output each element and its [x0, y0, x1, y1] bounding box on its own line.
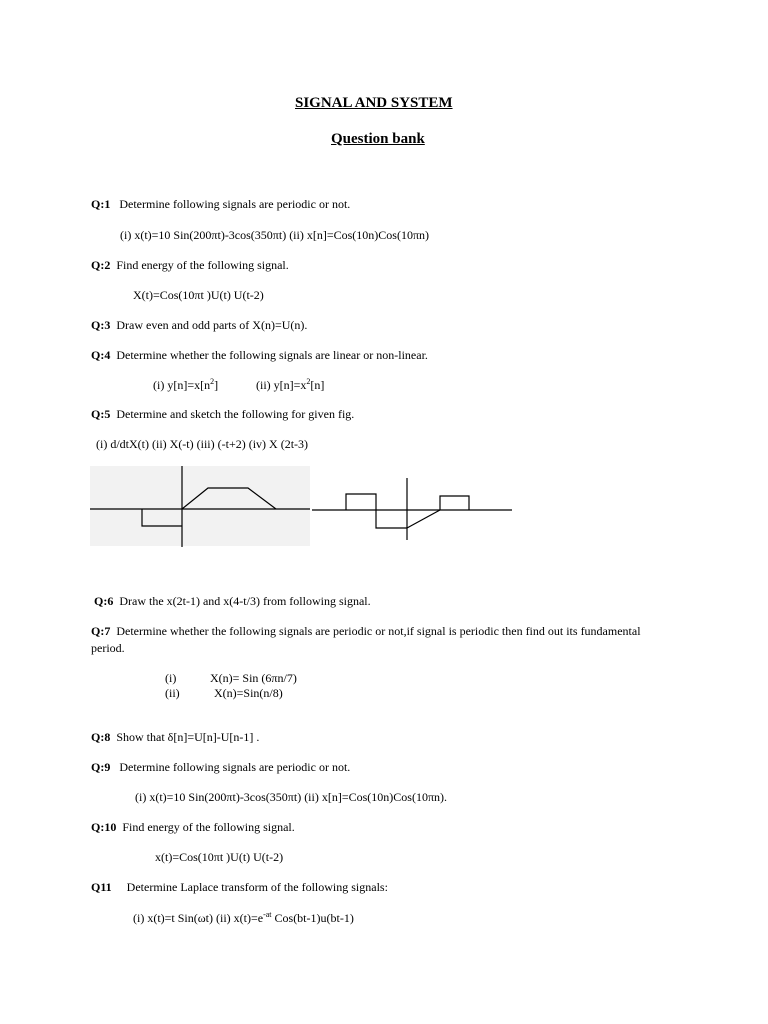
question-6 — [94, 594, 371, 609]
figure-2-left-pulse — [346, 494, 376, 510]
question-label: Q:3 — [91, 318, 111, 332]
question-11 — [91, 880, 388, 895]
figure-2-right-pulse — [440, 496, 469, 510]
question-2-expression: X(t)=Cos(10πt )U(t) U(t-2) — [133, 288, 264, 302]
parts-text: (i) x(t)=t Sin(ωt) (ii) x(t)=e — [133, 911, 264, 925]
question-label: Q:7 — [91, 624, 111, 638]
question-7-part-i-number: (i) — [165, 671, 177, 685]
question-1-parts: (i) x(t)=10 Sin(200πt)-3cos(350πt) (ii) x[n]=Cos(10n)Cos(10πn) — [120, 228, 429, 242]
question-label: Q:9 — [91, 760, 111, 774]
question-text: Draw even and odd parts of X(n)=U(n). — [116, 318, 308, 332]
figure-1-background — [90, 466, 310, 546]
question-label: Q:8 — [91, 730, 111, 744]
part-ii-text-end: [n] — [310, 378, 325, 392]
question-label: Q:4 — [91, 348, 111, 362]
page-title: SIGNAL AND SYSTEM — [295, 95, 453, 111]
question-text: Find energy of the following signal. — [122, 820, 295, 834]
part-i-text: (i) y[n]=x[n — [153, 378, 211, 392]
question-text: Determine Laplace transform of the following signals: — [126, 880, 388, 894]
question-text: Determine whether the following signals are linear or non-linear. — [116, 348, 428, 362]
question-text: Show that δ[n]=U[n]-U[n-1] . — [116, 730, 260, 744]
question-7-part-i: X(n)= Sin (6πn/7) — [210, 671, 297, 685]
figure-2-ramp — [407, 510, 440, 528]
question-9-parts: (i) x(t)=10 Sin(200πt)-3cos(350πt) (ii) x[n]=Cos(10n)Cos(10πn). — [135, 790, 447, 804]
parts-text-end: Cos(bt-1)u(bt-1) — [271, 911, 354, 925]
question-7 — [91, 624, 641, 639]
question-label: Q:1 — [91, 197, 111, 211]
question-7-part-ii: X(n)=Sin(n/8) — [214, 686, 283, 700]
part-i-exponent: 2 — [210, 377, 215, 386]
question-text: Find energy of the following signal. — [116, 258, 289, 272]
question-text: Determine following signals are periodic or not. — [119, 760, 351, 774]
question-label: Q:10 — [91, 820, 117, 834]
question-9 — [91, 760, 350, 775]
question-10-expression: x(t)=Cos(10πt )U(t) U(t-2) — [155, 850, 284, 864]
question-text: Determine and sketch the following for given fig. — [116, 407, 355, 421]
question-8 — [91, 730, 259, 745]
question-7-part-ii-number: (ii) — [165, 686, 180, 700]
question-label: Q:5 — [91, 407, 111, 421]
page-subtitle: Question bank — [331, 131, 425, 147]
question-7-continued: period. — [91, 641, 125, 655]
question-text: Determine following signals are periodic or not. — [119, 197, 351, 211]
question-text: Draw the x(2t-1) and x(4-t/3) from following signal. — [119, 594, 371, 608]
part-ii-text: (ii) y[n]=x — [256, 378, 307, 392]
exponent: -at — [263, 910, 272, 919]
part-ii-exponent: 2 — [306, 377, 311, 386]
question-text: Determine whether the following signals are periodic or not,if signal is periodic then find out its fundamental — [116, 624, 641, 638]
question-label: Q11 — [91, 880, 112, 894]
question-label: Q:6 — [94, 594, 114, 608]
question-10 — [91, 820, 295, 835]
question-label: Q:2 — [91, 258, 111, 272]
question-5-parts: (i) d/dtX(t) (ii) X(-t) (iii) (-t+2) (iv) X (2t-3) — [96, 437, 309, 451]
question-11-parts — [133, 910, 354, 926]
part-i-text-end: ] — [214, 378, 219, 392]
figure-2-negative-segment — [376, 510, 407, 528]
